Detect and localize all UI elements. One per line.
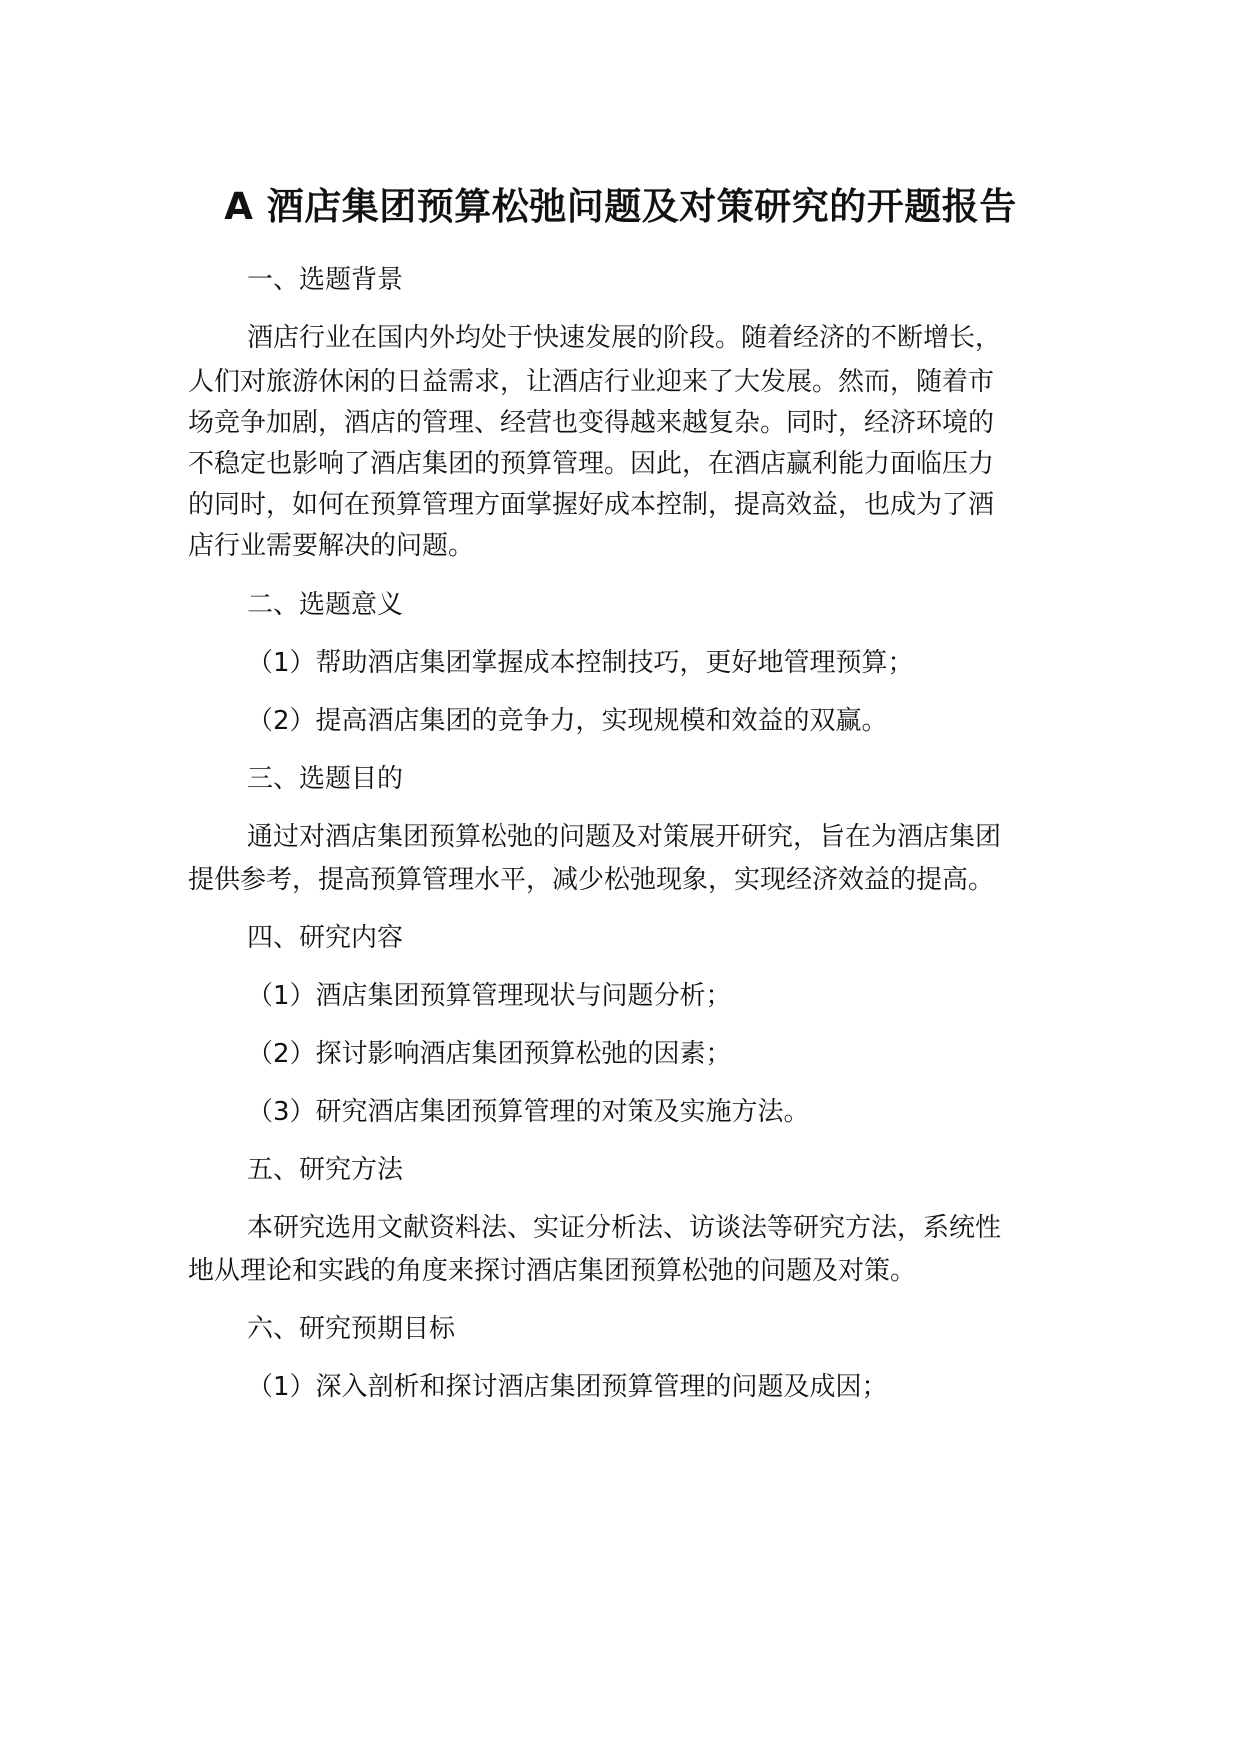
section-heading-significance: 二、选题意义 <box>247 590 404 620</box>
background-paragraph-line: 酒店行业在国内外均处于快速发展的阶段。随着经济的不断增长， <box>247 323 1002 353</box>
background-paragraph-line: 店行业需要解决的问题。 <box>188 531 475 561</box>
section-heading-method: 五、研究方法 <box>247 1155 404 1185</box>
section-heading-content: 四、研究内容 <box>247 923 404 953</box>
content-list-item: （3）研究酒店集团预算管理的对策及实施方法。 <box>247 1097 810 1127</box>
background-paragraph-line: 不稳定也影响了酒店集团的预算管理。因此，在酒店赢利能力面临压力 <box>188 449 995 479</box>
document-title: A 酒店集团预算松弛问题及对策研究的开题报告 <box>224 185 1017 228</box>
significance-list-item: （1）帮助酒店集团掌握成本控制技巧，更好地管理预算； <box>247 648 914 678</box>
goal-list-item: （1）深入剖析和探讨酒店集团预算管理的问题及成因； <box>247 1372 888 1402</box>
section-heading-background: 一、选题背景 <box>247 265 404 295</box>
purpose-paragraph-line: 提供参考，提高预算管理水平，减少松弛现象，实现经济效益的提高。 <box>188 865 995 895</box>
content-list-item: （1）酒店集团预算管理现状与问题分析； <box>247 981 732 1011</box>
method-paragraph-line: 地从理论和实践的角度来探讨酒店集团预算松弛的问题及对策。 <box>188 1256 917 1286</box>
section-heading-purpose: 三、选题目的 <box>247 764 404 794</box>
purpose-paragraph-line: 通过对酒店集团预算松弛的问题及对策展开研究，旨在为酒店集团 <box>247 822 1002 852</box>
background-paragraph-line: 人们对旅游休闲的日益需求，让酒店行业迎来了大发展。然而，随着市 <box>188 367 995 397</box>
method-paragraph-line: 本研究选用文献资料法、实证分析法、访谈法等研究方法，系统性 <box>247 1213 1002 1243</box>
section-heading-goal: 六、研究预期目标 <box>247 1314 456 1344</box>
significance-list-item: （2）提高酒店集团的竞争力，实现规模和效益的双赢。 <box>247 706 888 736</box>
background-paragraph-line: 的同时，如何在预算管理方面掌握好成本控制，提高效益，也成为了酒 <box>188 490 995 520</box>
background-paragraph-line: 场竞争加剧，酒店的管理、经营也变得越来越复杂。同时，经济环境的 <box>188 408 995 438</box>
content-list-item: （2）探讨影响酒店集团预算松弛的因素； <box>247 1039 732 1069</box>
